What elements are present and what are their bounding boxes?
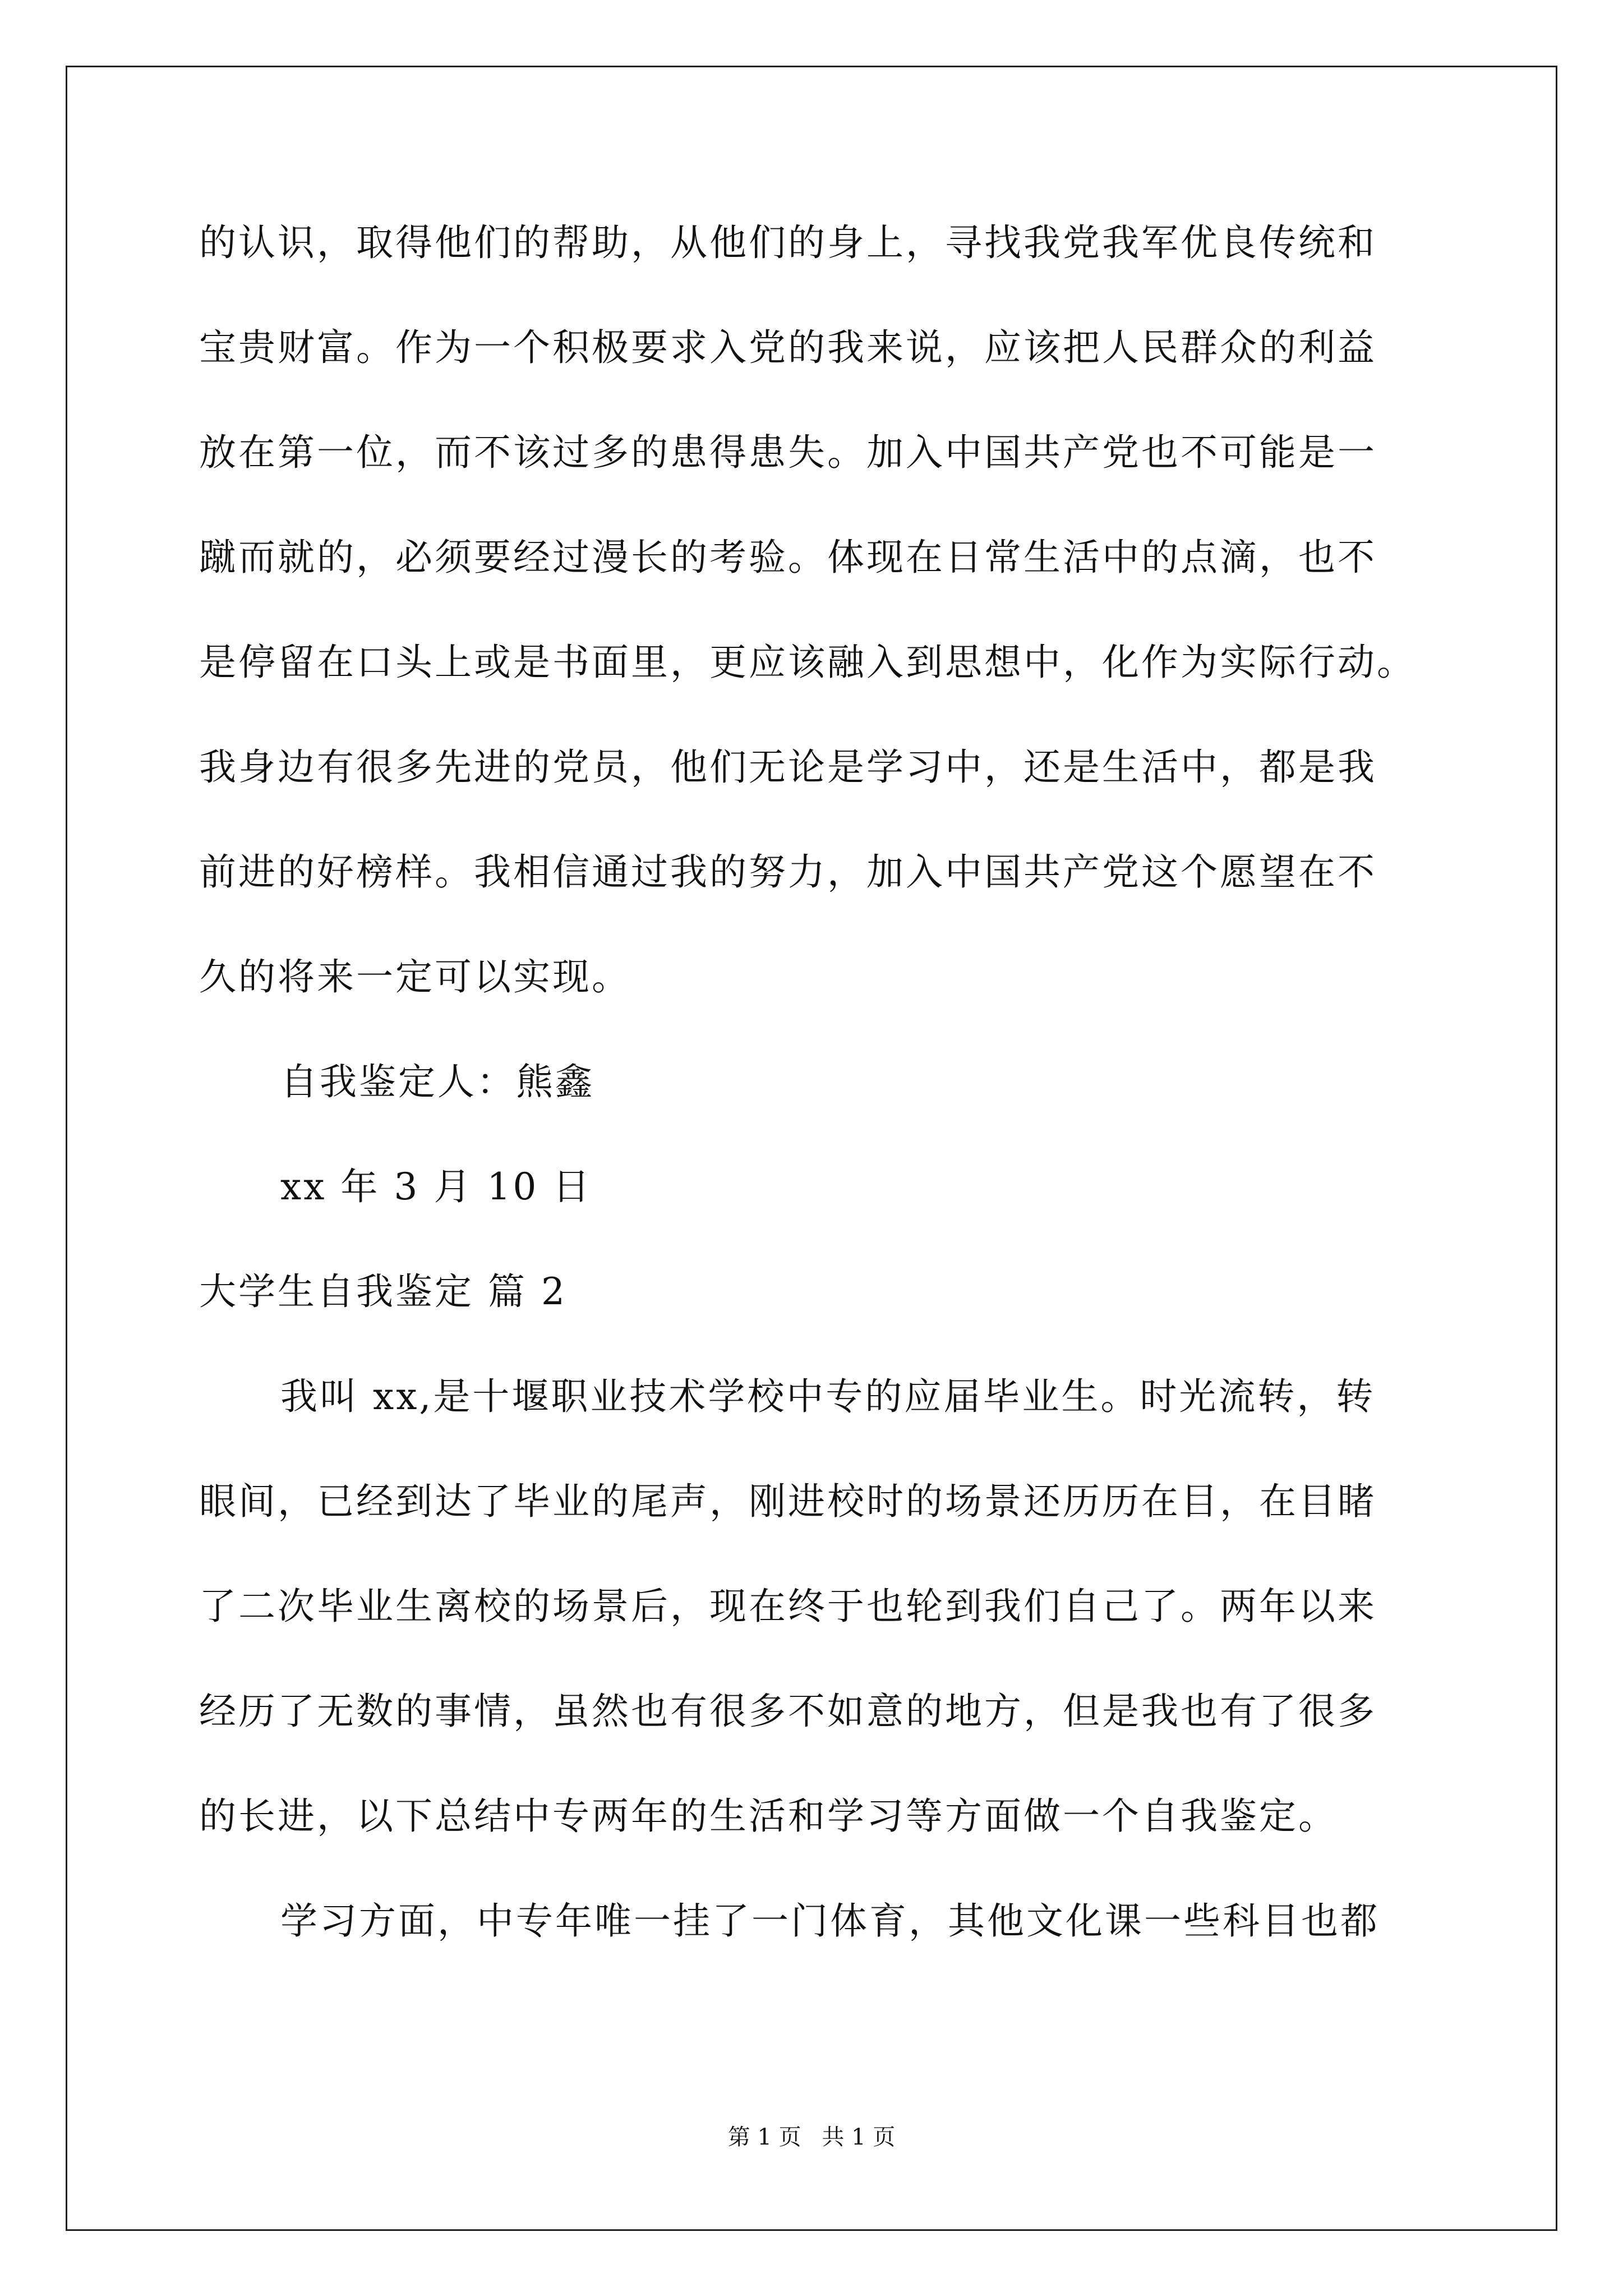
section-heading: 大学生自我鉴定 篇 2 bbox=[199, 1270, 567, 1313]
date-line: xx 年 3 月 10 日 bbox=[280, 1165, 592, 1208]
signature-line: 自我鉴定人：熊鑫 bbox=[280, 1060, 594, 1103]
page-total: 共 1 页 bbox=[822, 2124, 896, 2150]
page-footer bbox=[0, 2126, 1623, 2148]
paragraph2-line-2: 眼间，已经到达了毕业的尾声，刚进校时的场景还历历在目，在目睹 bbox=[199, 1480, 1377, 1523]
body-line-3: 放在第一位，而不该过多的患得患失。加入中国共产党也不可能是一 bbox=[199, 431, 1377, 474]
page-number: 第 1 页 bbox=[727, 2124, 801, 2150]
paragraph2-line-5: 的长进，以下总结中专两年的生活和学习等方面做一个自我鉴定。 bbox=[199, 1795, 1338, 1838]
paragraph3-line-1: 学习方面，中专年唯一挂了一门体育，其他文化课一些科目也都 bbox=[280, 1899, 1380, 1943]
paragraph2-line-4: 经历了无数的事情，虽然也有很多不如意的地方，但是我也有了很多 bbox=[199, 1690, 1377, 1733]
body-line-8: 久的将来一定可以实现。 bbox=[199, 955, 631, 999]
paragraph2-line-1: 我叫 xx,是十堰职业技术学校中专的应届毕业生。时光流转，转 bbox=[280, 1375, 1376, 1418]
body-line-2: 宝贵财富。作为一个积极要求入党的我来说，应该把人民群众的利益 bbox=[199, 326, 1377, 369]
body-line-1: 的认识，取得他们的帮助，从他们的身上，寻找我党我军优良传统和 bbox=[199, 221, 1377, 264]
body-line-7: 前进的好榜样。我相信通过我的努力，加入中国共产党这个愿望在不 bbox=[199, 850, 1377, 894]
body-line-5: 是停留在口头上或是书面里，更应该融入到思想中，化作为实际行动。 bbox=[199, 641, 1416, 684]
body-line-4: 蹴而就的，必须要经过漫长的考验。体现在日常生活中的点滴，也不 bbox=[199, 536, 1377, 579]
body-line-6: 我身边有很多先进的党员，他们无论是学习中，还是生活中，都是我 bbox=[199, 746, 1377, 789]
paragraph2-line-3: 了二次毕业生离校的场景后，现在终于也轮到我们自己了。两年以来 bbox=[199, 1585, 1377, 1628]
